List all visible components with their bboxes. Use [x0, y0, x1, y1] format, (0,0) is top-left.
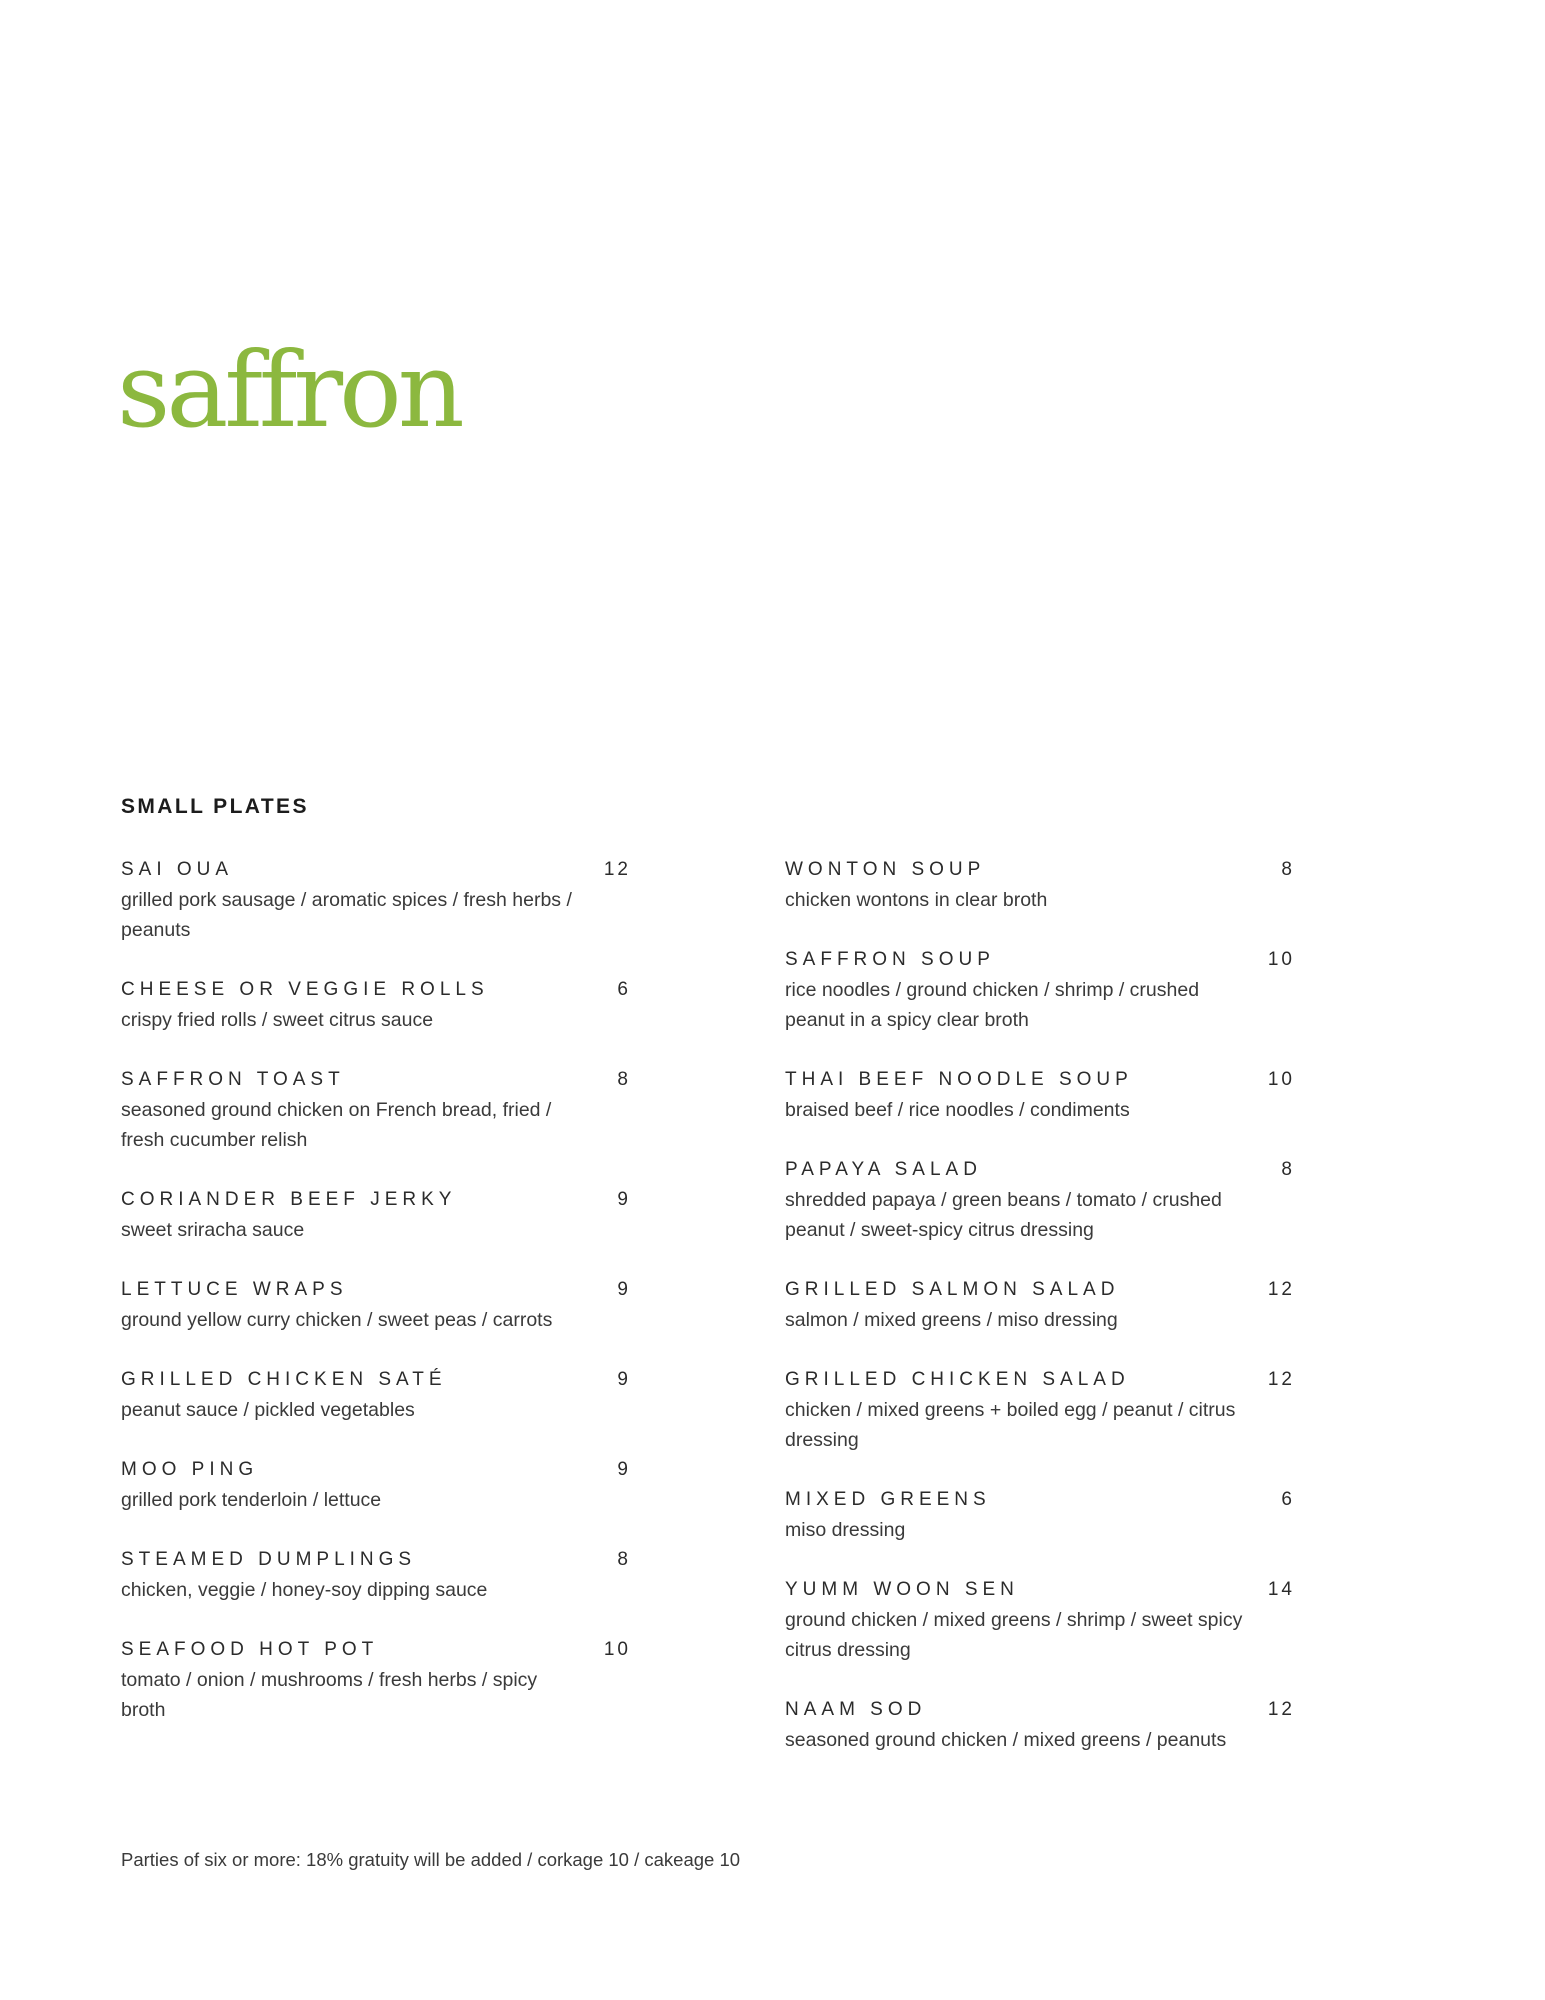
item-name: YUMM WOON SEN	[785, 1579, 1019, 1600]
item-price: 9	[617, 1369, 631, 1390]
menu-item	[785, 945, 1295, 1035]
menu-item	[785, 1695, 1295, 1755]
item-price: 8	[617, 1549, 631, 1570]
item-description: peanut sauce / pickled vegetables	[121, 1399, 415, 1421]
item-description: shredded papaya / green beans / tomato / crushed peanut / sweet-spicy citrus dressing	[785, 1189, 1222, 1241]
item-name: THAI BEEF NOODLE SOUP	[785, 1069, 1133, 1090]
item-price: 10	[1267, 949, 1295, 970]
item-description: salmon / mixed greens / miso dressing	[785, 1309, 1118, 1331]
item-price: 12	[603, 859, 631, 880]
item-name: CORIANDER BEEF JERKY	[121, 1189, 457, 1210]
menu-item	[785, 1275, 1295, 1335]
item-description: seasoned ground chicken / mixed greens / peanuts	[785, 1729, 1227, 1751]
item-name: SEAFOOD HOT POT	[121, 1639, 379, 1660]
item-description: crispy fried rolls / sweet citrus sauce	[121, 1009, 434, 1031]
item-price: 8	[1281, 1159, 1295, 1180]
item-name: MOO PING	[121, 1459, 259, 1480]
menu-item	[785, 1365, 1295, 1455]
menu-item	[785, 1575, 1295, 1665]
menu-item	[785, 855, 1295, 915]
item-name: NAAM SOD	[785, 1699, 927, 1720]
item-name: PAPAYA SALAD	[785, 1159, 982, 1180]
item-description: tomato / onion / mushrooms / fresh herbs / spicy broth	[121, 1669, 538, 1721]
item-price: 12	[1267, 1369, 1295, 1390]
item-name: GRILLED CHICKEN SALAD	[785, 1369, 1130, 1390]
item-price: 9	[617, 1189, 631, 1210]
item-price: 14	[1267, 1579, 1295, 1600]
menu-item	[121, 1365, 631, 1425]
item-name: GRILLED CHICKEN SATÉ	[121, 1369, 447, 1390]
item-name: CHEESE OR VEGGIE ROLLS	[121, 979, 489, 1000]
menu-item	[785, 1065, 1295, 1125]
menu-column-left	[121, 855, 631, 1755]
footer-note: Parties of six or more: 18% gratuity will be added / corkage 10 / cakeage 10	[121, 1849, 741, 1870]
menu-item	[121, 1275, 631, 1335]
item-name: SAFFRON SOUP	[785, 949, 995, 970]
item-price: 9	[617, 1459, 631, 1480]
item-price: 8	[617, 1069, 631, 1090]
item-price: 6	[1281, 1489, 1295, 1510]
item-description: rice noodles / ground chicken / shrimp / crushed peanut in a spicy clear broth	[785, 979, 1200, 1031]
item-name: SAI OUA	[121, 859, 234, 880]
menu-item	[121, 1545, 631, 1605]
item-description: seasoned ground chicken on French bread, fried / fresh cucumber relish	[121, 1099, 552, 1151]
item-price: 8	[1281, 859, 1295, 880]
item-price: 10	[1267, 1069, 1295, 1090]
item-description: miso dressing	[785, 1519, 906, 1541]
item-description: chicken wontons in clear broth	[785, 889, 1048, 911]
menu-item	[121, 1065, 631, 1155]
item-description: chicken, veggie / honey-soy dipping sauce	[121, 1579, 488, 1601]
item-name: WONTON SOUP	[785, 859, 986, 880]
item-name: STEAMED DUMPLINGS	[121, 1549, 417, 1570]
menu-item	[121, 1455, 631, 1515]
menu-item	[121, 1635, 631, 1725]
item-description: grilled pork sausage / aromatic spices / fresh herbs / peanuts	[121, 889, 572, 941]
item-price: 10	[603, 1639, 631, 1660]
menu-item	[121, 855, 631, 945]
item-description: ground yellow curry chicken / sweet peas / carrots	[121, 1309, 553, 1331]
menu-item	[121, 1185, 631, 1245]
section-title: SMALL PLATES	[121, 795, 309, 818]
item-price: 12	[1267, 1279, 1295, 1300]
menu-item	[785, 1485, 1295, 1545]
item-price: 9	[617, 1279, 631, 1300]
item-description: chicken / mixed greens + boiled egg / peanut / citrus dressing	[785, 1399, 1236, 1451]
item-price: 12	[1267, 1699, 1295, 1720]
menu-item	[785, 1155, 1295, 1245]
menu-column-right	[785, 855, 1295, 1785]
item-name: SAFFRON TOAST	[121, 1069, 345, 1090]
item-name: MIXED GREENS	[785, 1489, 991, 1510]
saffron-logo: saffron	[117, 329, 461, 451]
item-description: grilled pork tenderloin / lettuce	[121, 1489, 382, 1511]
item-description: braised beef / rice noodles / condiments	[785, 1099, 1130, 1121]
item-price: 6	[617, 979, 631, 1000]
item-description: sweet sriracha sauce	[121, 1219, 305, 1241]
menu-item	[121, 975, 631, 1035]
item-description: ground chicken / mixed greens / shrimp / sweet spicy citrus dressing	[785, 1609, 1243, 1661]
item-name: LETTUCE WRAPS	[121, 1279, 348, 1300]
item-name: GRILLED SALMON SALAD	[785, 1279, 1120, 1300]
